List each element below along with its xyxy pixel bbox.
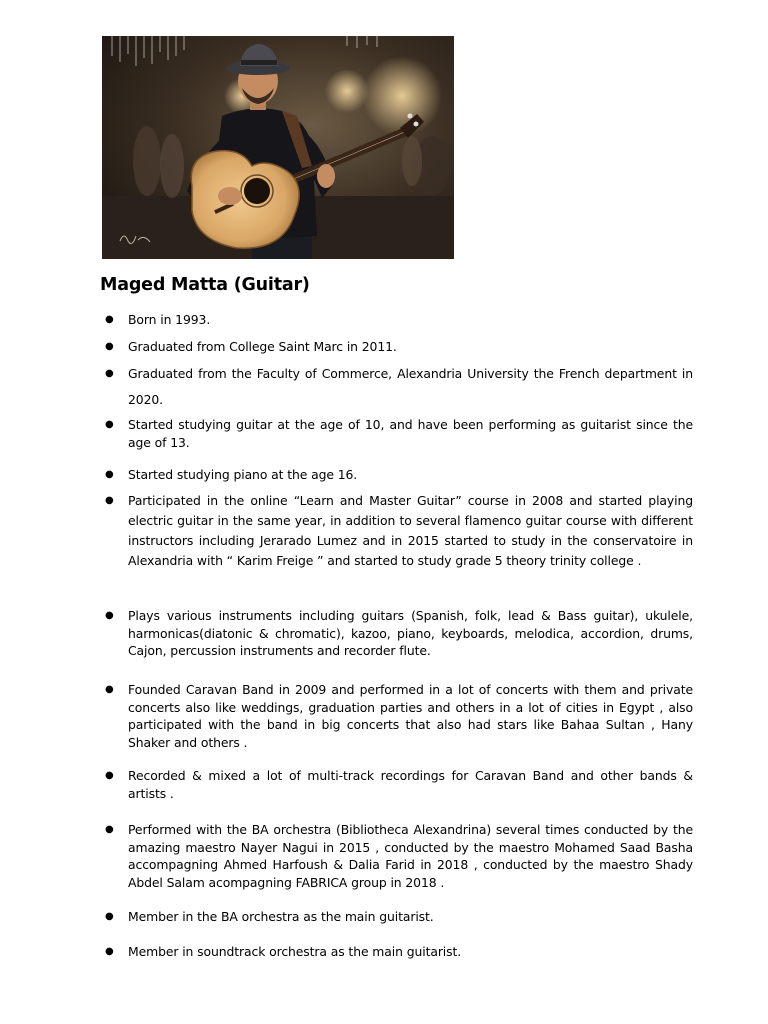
- bullet-university: ● Graduated from the Faculty of Commerce, Alexandria University the French department in 2020.: [128, 361, 693, 413]
- bullet-piano-start: ● Started studying piano at the age 16.: [128, 466, 693, 483]
- bullet-guitar-start: ● Started studying guitar at the age of 10, and have been performing as guitarist since the age of 13.: [128, 416, 693, 451]
- page-title: Maged Matta (Guitar): [100, 275, 310, 295]
- bullet-recordings: ● Recorded & mixed a lot of multi-track recordings for Caravan Band and other bands & artists .: [128, 767, 693, 802]
- bullet-instruments: ● Plays various instruments including guitars (Spanish, folk, lead & Bass guitar), ukulele, harmonicas(diatonic & chromatic), kazoo, piano, keyboards, melodica, accordion, drums, Cajon, percussion instruments and recorder flute.: [128, 607, 693, 660]
- bullet-ba-orchestra-performances: ● Performed with the BA orchestra (Bibliotheca Alexandrina) several times conducted by the amazing maestro Nayer Nagui in 2015 , conducted by the maestro Mohamed Saad Basha accompagning Ahmed Harfoush & Dalia Farid in 2018 , conducted by the maestro Shady Abdel Salam acompagning FABRICA group in 2018 .: [128, 821, 693, 891]
- bullet-soundtrack-orchestra: ● Member in soundtrack orchestra as the main guitarist.: [128, 943, 693, 960]
- bullet-courses: ● Participated in the online “Learn and Master Guitar” course in 2008 and started playing electric guitar in the same year, in addition to several flamenco guitar course with different instructors including Jerarado Lumez and in 2015 started to study in the conservatoire in Alexandria with “ Karim Freige ” and started to study grade 5 theory trinity college .: [128, 491, 693, 571]
- bullet-college: ● Graduated from College Saint Marc in 2011.: [128, 338, 693, 355]
- bullet-born: ● Born in 1993.: [128, 311, 693, 328]
- bullet-caravan-band: ● Founded Caravan Band in 2009 and performed in a lot of concerts with them and private concerts also like weddings, graduation parties and others in a lot of cities in Egypt , also participated with the band in big concerts that also had stars like Bahaa Sultan , Hany Shaker and others .: [128, 681, 693, 751]
- bullet-ba-orchestra-member: ● Member in the BA orchestra as the main guitarist.: [128, 908, 693, 925]
